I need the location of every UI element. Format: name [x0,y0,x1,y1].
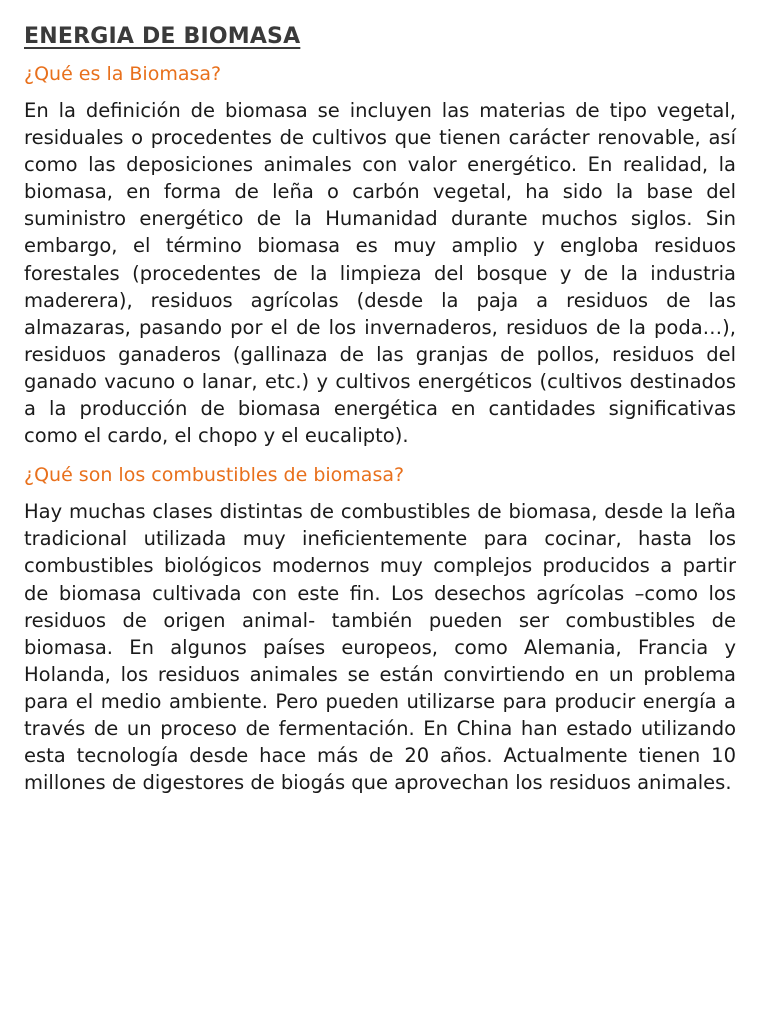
section-heading-combustibles-biomasa: ¿Qué son los combustibles de biomasa? [24,464,405,487]
document-page [24,24,736,796]
section-heading-que-es-biomasa: ¿Qué es la Biomasa? [24,63,222,85]
spacer [24,89,736,97]
section-paragraph-combustibles-biomasa: Hay muchas clases distintas de combustibles de biomasa, desde la leña tradicional utilizada muy ineficientemente para cocinar, hasta los combustibles biológicos modernos muy complejos producidos a partir de biomasa cultivada con este fin. Los desechos agrícolas –como los residuos de origen animal- también pueden ser combustibles de biomasa. En algunos países europeos, como Alemania, Francia y Holanda, los residuos animales se están convirtiendo en un problema para el medio ambiente. Pero pueden utilizarse para producir energía a través de un proceso de fermentación. En China han estado utilizando esta tecnología desde hace más de 20 años. Actualmente tienen 10 millones de digestores de biogás que aprovechan los residuos animales. [24,500,736,795]
section-paragraph-que-es-biomasa: En la definición de biomasa se incluyen las materias de tipo vegetal, residuales o procedentes de cultivos que tienen carácter renovable, así como las deposiciones animales con valor energético. En realidad, la biomasa, en forma de leña o carbón vegetal, ha sido la base del suministro energético de la Humanidad durante muchos siglos. Sin embargo, el término biomasa es muy amplio y engloba residuos forestales (procedentes de la limpieza del bosque y de la industria maderera), residuos agrícolas (desde la paja a residuos de las almazaras, pasando por el de los invernaderos, residuos de la poda…), residuos ganaderos (gallinaza de las granjas de pollos, residuos del ganado vacuno o lanar, etc.) y cultivos energéticos (cultivos destinados a la producción de biomasa energética en cantidades significativas como el cardo, el chopo y el eucalipto). [24,99,736,448]
document-title: ENERGIA DE BIOMASA [24,24,301,49]
spacer [24,449,736,460]
spacer [24,490,736,498]
